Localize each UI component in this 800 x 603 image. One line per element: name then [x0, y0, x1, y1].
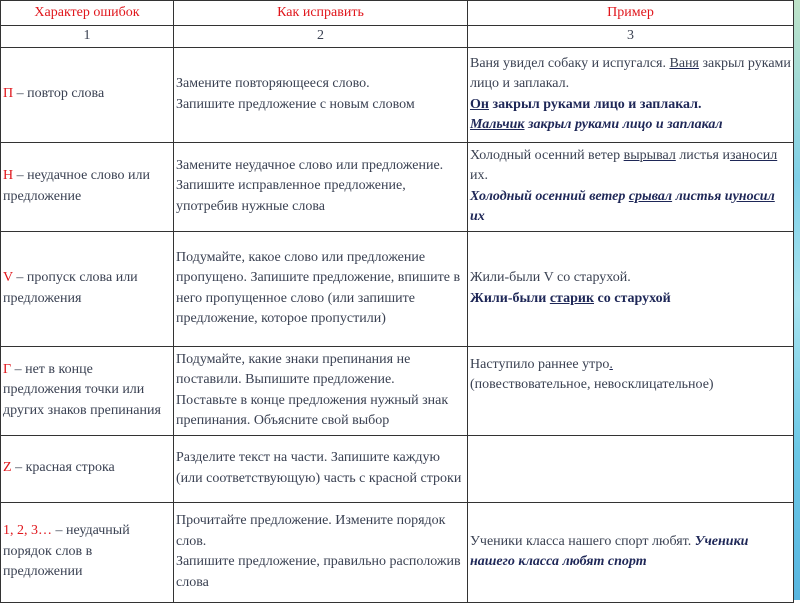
- error-mark: Н: [3, 168, 14, 183]
- t: старик: [549, 290, 595, 306]
- fix-line: Разделите текст на части. Запишите каждую (или соответствующую) часть с красной строки: [176, 450, 462, 486]
- fix-line: Замените повторяющееся слово.: [176, 76, 370, 91]
- fix-line: Поставьте в конце предложения нужный знак препинания. Объясните свой выбор: [176, 392, 449, 428]
- col-number: 2: [174, 26, 468, 48]
- example-line: [470, 289, 791, 310]
- example: [468, 142, 794, 231]
- error-mark: Z: [3, 460, 12, 476]
- header-row: [1, 1, 794, 26]
- fix: [174, 346, 468, 435]
- decorative-border-strip: [794, 0, 800, 600]
- table-row: [1, 435, 794, 502]
- fix-line: Запишите предложение с новым словом: [176, 96, 415, 112]
- fix: [174, 502, 468, 602]
- error-mark: V: [3, 270, 13, 285]
- fix: [174, 231, 468, 346]
- error-mark: П: [3, 86, 14, 102]
- t: и: [722, 147, 730, 163]
- table-row: [1, 346, 794, 435]
- example-line: [470, 187, 791, 228]
- fix: [174, 47, 468, 142]
- example-line: [470, 95, 791, 116]
- t: листья: [675, 147, 723, 163]
- error-type: [1, 47, 174, 142]
- t: Ученики нашего класса любят спорт: [470, 533, 749, 569]
- t: Ваня увидел собаку и испугался.: [470, 55, 670, 71]
- fix: [174, 142, 468, 231]
- example: [468, 231, 794, 346]
- t: Холодный осенний ветер: [470, 147, 624, 163]
- error-type: [1, 231, 174, 346]
- example-line: [470, 146, 791, 187]
- example-line: (повествовательное, невосклицательное): [470, 377, 714, 392]
- example-line: Жили-были V со старухой.: [470, 270, 631, 285]
- example-line: [470, 54, 791, 95]
- t: их: [470, 209, 485, 224]
- t: листья: [672, 188, 725, 204]
- error-mark: Г: [3, 361, 12, 377]
- table-row: [1, 502, 794, 602]
- col-number: 3: [468, 26, 794, 48]
- table-row: [1, 231, 794, 346]
- error-type: [1, 142, 174, 231]
- t: Мальчик: [470, 117, 525, 132]
- error-type: [1, 435, 174, 502]
- fix-line: Запишите предложение, правильно расположив слова: [176, 554, 461, 590]
- table-row: [1, 142, 794, 231]
- header-example: Пример: [468, 1, 794, 26]
- example: [468, 346, 794, 435]
- error-desc: – повтор слова: [13, 86, 105, 102]
- t: Ученики класса нашего спорт любят.: [470, 533, 695, 549]
- fix-line: Подумайте, какое слово или предложение пропущено. Запишите предложение, впишите в него пропущенное слово (или запишите предложение, которое пропустили): [176, 249, 461, 326]
- example: [468, 435, 794, 502]
- t: заносил: [729, 147, 778, 163]
- error-mark: 1, 2, 3…: [3, 523, 52, 539]
- error-type: [1, 502, 174, 602]
- example-line: [470, 355, 791, 376]
- col-number: 1: [1, 26, 174, 48]
- fix-line: Замените неудачное слово или предложение.: [176, 157, 444, 173]
- fix-line: Прочитайте предложение. Измените порядок слов.: [176, 513, 446, 549]
- number-row: [1, 26, 794, 48]
- t: со старухой: [594, 290, 671, 306]
- example-line: [470, 115, 791, 136]
- t: Ваня: [669, 55, 699, 71]
- error-desc: – неудачный порядок слов в предложении: [3, 523, 130, 580]
- error-desc: – пропуск слова или предложения: [3, 270, 138, 306]
- t: Наступило раннее утро: [470, 356, 610, 372]
- example: [468, 47, 794, 142]
- t: закрыл руками лицо и заплакал.: [470, 55, 791, 91]
- t: Холодный осенний ветер: [470, 188, 629, 204]
- t: закрыл руками лицо и заплакал: [524, 117, 723, 132]
- t: уносил: [732, 188, 775, 204]
- t: вырывал: [623, 147, 676, 163]
- error-desc: – красная строка: [11, 460, 115, 476]
- header-how-to-fix: Как исправить: [174, 1, 468, 26]
- t: Жили-были: [470, 290, 550, 306]
- t: срывал: [628, 188, 673, 204]
- header-error-type: Характер ошибок: [1, 1, 174, 26]
- example: [468, 502, 794, 602]
- error-desc: – нет в конце предложения точки или других знаков препинания: [3, 361, 161, 418]
- t: закрыл руками лицо и заплакал.: [488, 96, 702, 112]
- fix-line: Подумайте, какие знаки препинания не поставили. Выпишите предложение.: [176, 351, 411, 387]
- error-type: [1, 346, 174, 435]
- t: Он: [470, 96, 489, 112]
- t: .: [609, 356, 613, 372]
- fix-line: Запишите исправленное предложение, употребив нужные слова: [176, 178, 406, 214]
- t: их.: [470, 168, 488, 183]
- table-row: [1, 47, 794, 142]
- error-desc: – неудачное слово или предложение: [3, 168, 150, 204]
- fix: [174, 435, 468, 502]
- t: и: [724, 188, 733, 204]
